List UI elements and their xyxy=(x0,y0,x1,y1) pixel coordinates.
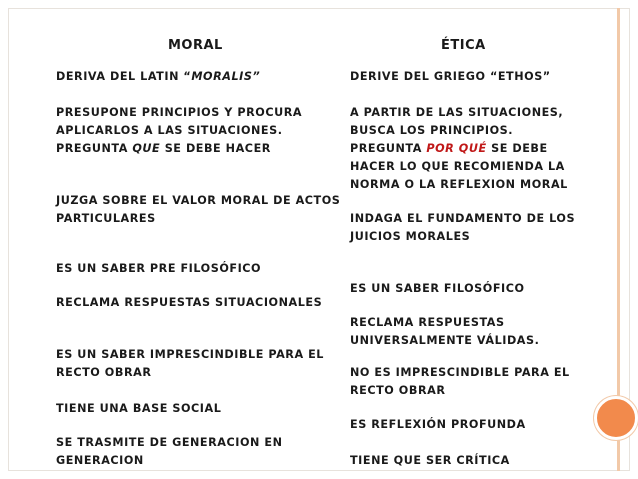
moral-line-1 xyxy=(56,70,260,84)
moral-line-2: PRESUPONE PRINCIPIOS Y PROCURA xyxy=(56,106,303,119)
etica-line-10: RECLAMA RESPUESTAS xyxy=(350,316,505,329)
moral-line-1b: MORALIS” xyxy=(191,70,261,83)
moral-line-10: RECTO OBRAR xyxy=(56,366,152,379)
etica-line-13: RECTO OBRAR xyxy=(350,384,446,397)
moral-line-4b: QUE xyxy=(132,142,161,155)
etica-line-4 xyxy=(350,142,548,156)
decorative-circle xyxy=(594,396,638,440)
moral-line-5: JUZGA SOBRE EL VALOR MORAL DE ACTOS xyxy=(56,194,341,207)
etica-line-6: NORMA O LA REFLEXION MORAL xyxy=(350,178,568,191)
etica-line-4b: POR QUÉ xyxy=(426,142,487,155)
moral-line-3: APLICARLOS A LAS SITUACIONES. xyxy=(56,124,283,137)
moral-line-1a: DERIVA DEL LATIN “ xyxy=(56,70,192,83)
etica-line-12: NO ES IMPRESCINDIBLE PARA EL xyxy=(350,366,570,379)
moral-line-9: ES UN SABER IMPRESCINDIBLE PARA EL xyxy=(56,348,324,361)
moral-line-7: ES UN SABER PRE FILOSÓFICO xyxy=(56,262,262,275)
moral-line-6: PARTICULARES xyxy=(56,212,156,225)
moral-line-12: SE TRASMITE DE GENERACION EN xyxy=(56,436,283,449)
etica-line-8: JUICIOS MORALES xyxy=(350,230,471,243)
etica-line-5: HACER LO QUE RECOMIENDA LA xyxy=(350,160,565,173)
heading-etica: ÉTICA xyxy=(441,38,486,53)
etica-line-2: A PARTIR DE LAS SITUACIONES, xyxy=(350,106,564,119)
etica-line-14: ES REFLEXIÓN PROFUNDA xyxy=(350,418,526,431)
etica-line-7: INDAGA EL FUNDAMENTO DE LOS xyxy=(350,212,576,225)
moral-line-11: TIENE UNA BASE SOCIAL xyxy=(56,402,222,415)
etica-line-3: BUSCA LOS PRINCIPIOS. xyxy=(350,124,514,137)
etica-line-1: DERIVE DEL GRIEGO “ETHOS” xyxy=(350,70,551,83)
moral-line-4c: SE DEBE HACER xyxy=(160,142,271,155)
etica-line-4a: PREGUNTA xyxy=(350,142,427,155)
etica-line-15: TIENE QUE SER CRÍTICA xyxy=(350,454,510,467)
moral-line-8: RECLAMA RESPUESTAS SITUACIONALES xyxy=(56,296,323,309)
etica-line-4c: SE DEBE xyxy=(486,142,548,155)
heading-moral: MORAL xyxy=(168,38,223,53)
etica-line-11: UNIVERSALMENTE VÁLIDAS. xyxy=(350,334,540,347)
etica-line-9: ES UN SABER FILOSÓFICO xyxy=(350,282,525,295)
moral-line-4a: PREGUNTA xyxy=(56,142,133,155)
moral-line-4 xyxy=(56,142,271,156)
moral-line-13: GENERACION xyxy=(56,454,144,467)
